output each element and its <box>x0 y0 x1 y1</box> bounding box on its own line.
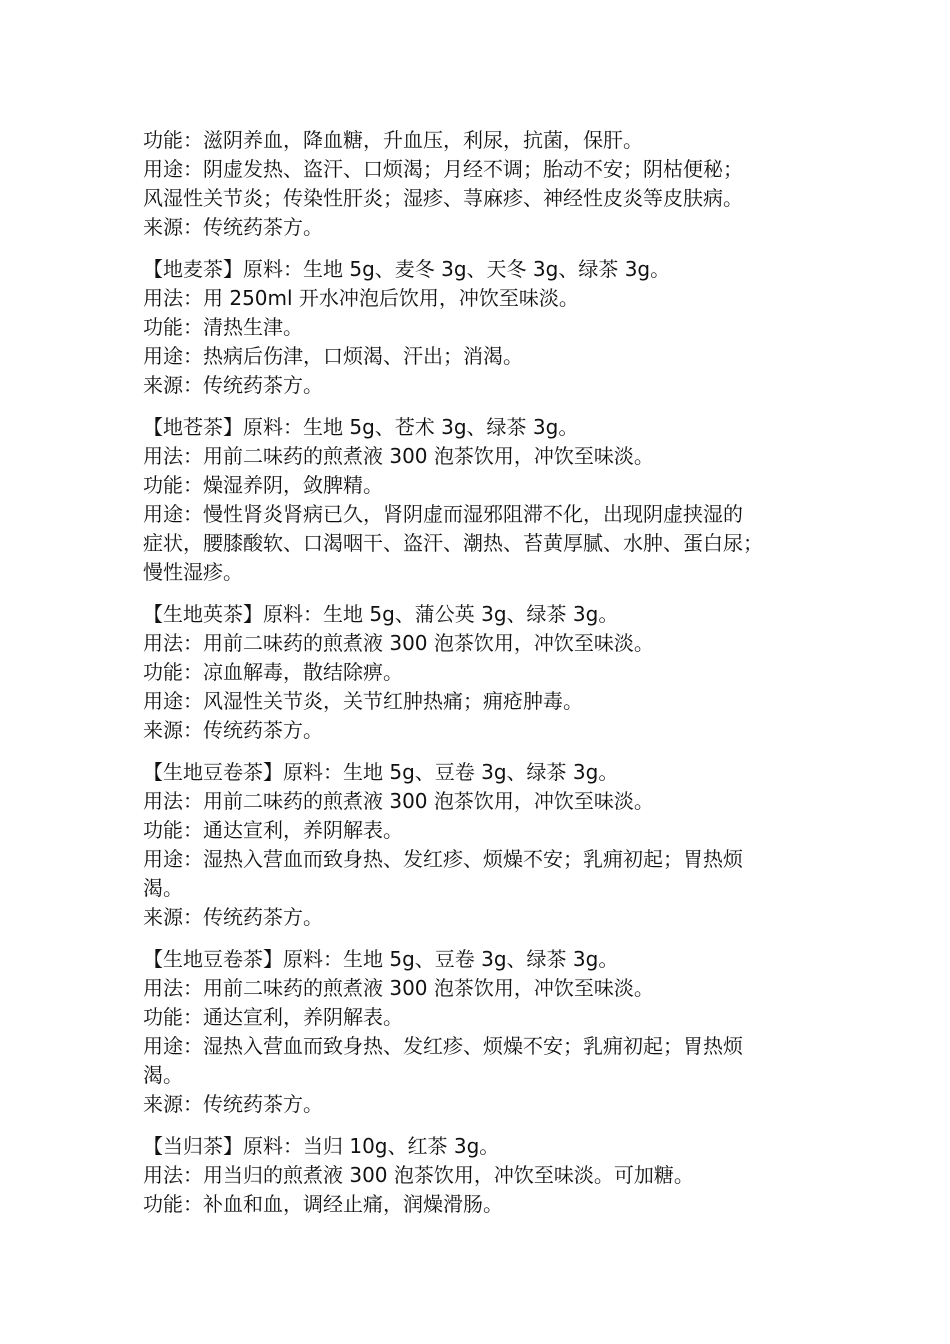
entry-dicang-tea <box>143 413 823 587</box>
entry-dimai-tea <box>143 255 823 400</box>
entry-usage-line: 用途：湿热入营血而致身热、发红疹、烦燥不安；乳痈初起；胃热烦 <box>143 1034 743 1058</box>
entry-shengdidoujuan-tea <box>143 758 823 932</box>
entry-usage-line: 渴。 <box>143 876 183 900</box>
entry-top <box>143 126 823 242</box>
entry-header: 【地麦茶】原料：生地 5g、麦冬 3g、天冬 3g、绿茶 3g。 <box>143 257 671 281</box>
entry-header: 【当归茶】原料：当归 10g、红茶 3g。 <box>143 1134 500 1158</box>
entry-method: 用法：用 250ml 开水冲泡后饮用，冲饮至味淡。 <box>143 286 579 310</box>
entry-method: 用法：用当归的煎煮液 300 泡茶饮用，冲饮至味淡。可加糖。 <box>143 1163 694 1187</box>
entry-usage-line: 用途：阴虚发热、盗汗、口烦渴；月经不调；胎动不安；阴枯便秘； <box>143 157 743 181</box>
entry-function: 功能：通达宣利，养阴解表。 <box>143 1005 403 1029</box>
entry-usage-line: 风湿性关节炎；传染性肝炎；湿疹、荨麻疹、神经性皮炎等皮肤病。 <box>143 186 743 210</box>
entry-function: 功能：通达宣利，养阴解表。 <box>143 818 403 842</box>
entry-usage-line: 慢性湿疹。 <box>143 560 243 584</box>
entry-usage-line: 用途：热病后伤津，口烦渴、汗出；消渴。 <box>143 344 523 368</box>
entry-function: 功能：燥湿养阴，敛脾精。 <box>143 473 383 497</box>
entry-source: 来源：传统药茶方。 <box>143 373 323 397</box>
entry-function: 功能：补血和血，调经止痛，润燥滑肠。 <box>143 1192 503 1216</box>
entry-usage-line: 渴。 <box>143 1063 183 1087</box>
entry-header: 【生地豆卷茶】原料：生地 5g、豆卷 3g、绿茶 3g。 <box>143 947 619 971</box>
entry-header: 【地苍茶】原料：生地 5g、苍术 3g、绿茶 3g。 <box>143 415 579 439</box>
entry-function: 功能：清热生津。 <box>143 315 303 339</box>
entry-source: 来源：传统药茶方。 <box>143 718 323 742</box>
entry-function: 功能：滋阴养血，降血糖，升血压，利尿，抗菌，保肝。 <box>143 128 643 152</box>
entry-method: 用法：用前二味药的煎煮液 300 泡茶饮用，冲饮至味淡。 <box>143 789 654 813</box>
entry-header: 【生地豆卷茶】原料：生地 5g、豆卷 3g、绿茶 3g。 <box>143 760 619 784</box>
entry-usage-line: 用途：慢性肾炎肾病已久，肾阴虚而湿邪阻滞不化，出现阴虚挟湿的 <box>143 502 743 526</box>
entry-shengdidoujuan-tea-repeat <box>143 945 823 1119</box>
entry-header: 【生地英茶】原料：生地 5g、蒲公英 3g、绿茶 3g。 <box>143 602 619 626</box>
entry-source: 来源：传统药茶方。 <box>143 905 323 929</box>
entry-source: 来源：传统药茶方。 <box>143 215 323 239</box>
entry-method: 用法：用前二味药的煎煮液 300 泡茶饮用，冲饮至味淡。 <box>143 976 654 1000</box>
entry-function: 功能：凉血解毒，散结除痹。 <box>143 660 403 684</box>
entry-usage-line: 用途：湿热入营血而致身热、发红疹、烦燥不安；乳痈初起；胃热烦 <box>143 847 743 871</box>
entry-shengdiying-tea <box>143 600 823 745</box>
entry-danggui-tea <box>143 1132 823 1219</box>
entry-method: 用法：用前二味药的煎煮液 300 泡茶饮用，冲饮至味淡。 <box>143 631 654 655</box>
entry-usage-line: 用途：风湿性关节炎，关节红肿热痛；痈疮肿毒。 <box>143 689 583 713</box>
entry-usage-line: 症状，腰膝酸软、口渴咽干、盗汗、潮热、苔黄厚腻、水肿、蛋白尿； <box>143 531 763 555</box>
document-page <box>143 126 823 1232</box>
entry-source: 来源：传统药茶方。 <box>143 1092 323 1116</box>
entry-method: 用法：用前二味药的煎煮液 300 泡茶饮用，冲饮至味淡。 <box>143 444 654 468</box>
